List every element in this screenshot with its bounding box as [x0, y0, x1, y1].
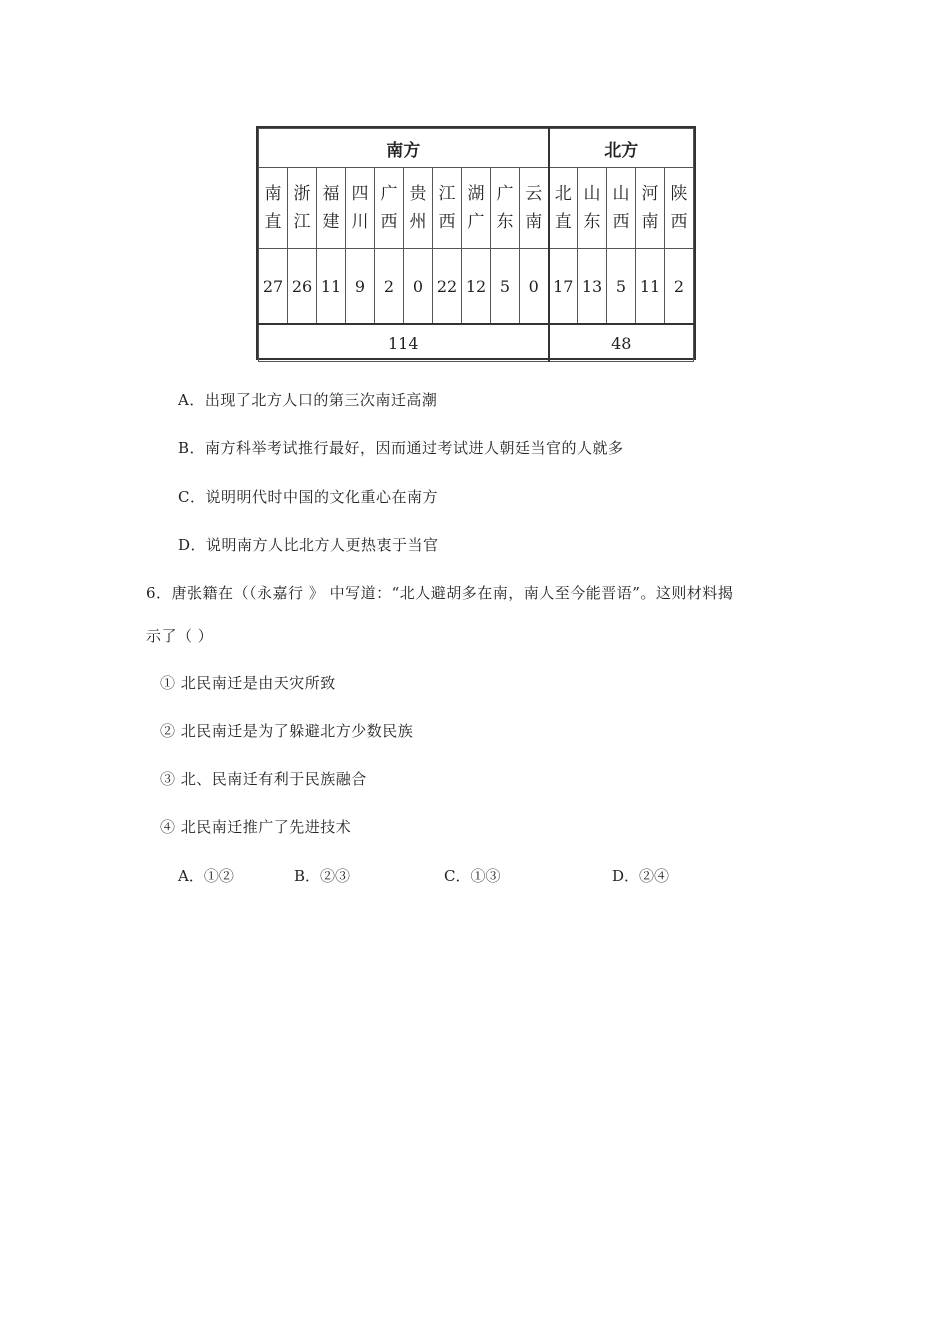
province-cell: 山 西 [607, 168, 636, 249]
q6-statement-2: ② 北民南迁是为了躲避北方少数民族 [160, 722, 414, 740]
province-cell: 四 川 [346, 168, 375, 249]
count-cell: 22 [433, 249, 462, 325]
q6-choice-a[interactable]: A．①② [178, 867, 234, 885]
north-total: 48 [549, 324, 694, 362]
count-cell: 5 [491, 249, 520, 325]
count-cell: 11 [317, 249, 346, 325]
q6-choice-d[interactable]: D．②④ [612, 867, 670, 885]
north-header: 北方 [549, 129, 694, 168]
total-row [259, 324, 694, 362]
province-cell: 陕 西 [665, 168, 694, 249]
scholar-count-table [256, 126, 696, 360]
province-cell: 广 西 [375, 168, 404, 249]
count-row [259, 249, 694, 325]
count-cell: 11 [636, 249, 665, 325]
province-cell: 广 东 [491, 168, 520, 249]
province-cell: 河 南 [636, 168, 665, 249]
province-cell: 福 建 [317, 168, 346, 249]
province-cell: 湖 广 [462, 168, 491, 249]
q6-statement-3: ③ 北、民南迁有利于民族融合 [160, 770, 367, 788]
q6-stem-line-1: 6．唐张籍在（（永嘉行 》 中写道：“北人避胡多在南，南人至今能晋语”。这则材料揭 [146, 584, 734, 602]
province-cell: 南 直 [259, 168, 288, 249]
count-cell: 5 [607, 249, 636, 325]
q6-choice-b[interactable]: B．②③ [294, 867, 351, 885]
q6-statement-4: ④ 北民南迁推广了先进技术 [160, 818, 352, 836]
count-cell: 27 [259, 249, 288, 325]
province-cell: 贵 州 [404, 168, 433, 249]
province-row [259, 168, 694, 249]
province-cell: 山 东 [578, 168, 607, 249]
count-cell: 2 [665, 249, 694, 325]
q5-option-c[interactable]: C．说明明代时中国的文化重心在南方 [178, 488, 438, 506]
count-cell: 9 [346, 249, 375, 325]
province-cell: 云 南 [520, 168, 549, 249]
count-cell: 0 [520, 249, 549, 325]
province-cell: 浙 江 [288, 168, 317, 249]
q6-statement-1: ① 北民南迁是由天灾所致 [160, 674, 336, 692]
count-cell: 26 [288, 249, 317, 325]
count-cell: 2 [375, 249, 404, 325]
count-cell: 0 [404, 249, 433, 325]
province-cell: 江 西 [433, 168, 462, 249]
south-header: 南方 [259, 129, 549, 168]
q5-option-a[interactable]: A．出现了北方人口的第三次南迁高潮 [178, 391, 438, 409]
south-total: 114 [259, 324, 549, 362]
q6-stem-line-2: 示了（ ） [146, 627, 214, 645]
q6-choice-c[interactable]: C．①③ [444, 867, 501, 885]
count-cell: 12 [462, 249, 491, 325]
count-cell: 13 [578, 249, 607, 325]
q5-option-b[interactable]: B．南方科举考试推行最好，因而通过考试进人朝廷当官的人就多 [178, 439, 624, 457]
count-cell: 17 [549, 249, 578, 325]
province-cell: 北 直 [549, 168, 578, 249]
q5-option-d[interactable]: D．说明南方人比北方人更热衷于当官 [178, 536, 439, 554]
region-header-row [259, 129, 694, 168]
